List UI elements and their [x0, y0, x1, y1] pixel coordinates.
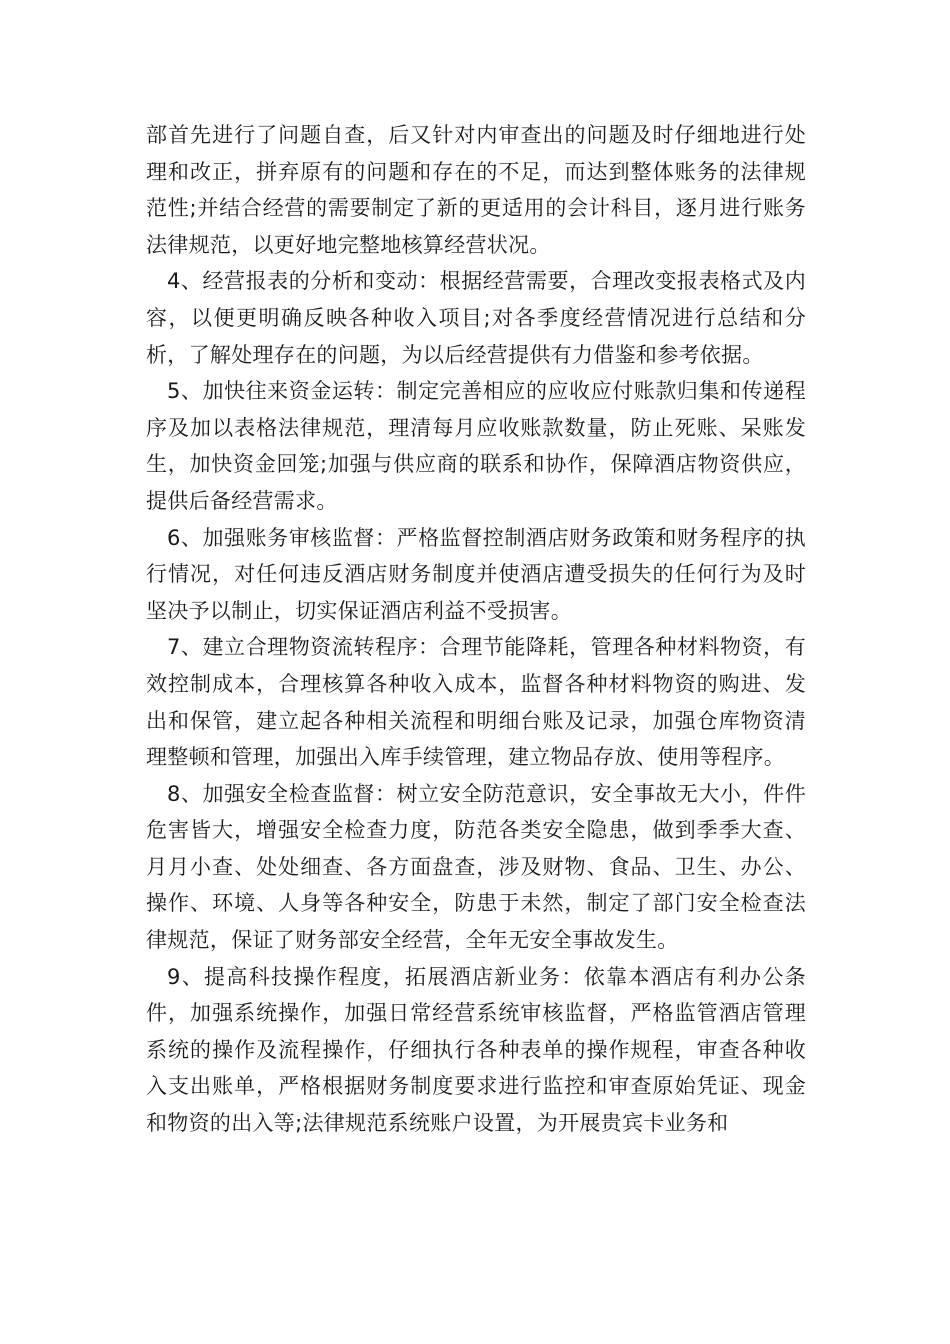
- paragraph-item-6: 6、加强账务审核监督：严格监督控制酒店财务政策和财务程序的执行情况，对任何违反酒店财务制度并使酒店遭受损失的任何行为及时坚决予以制止，切实保证酒店利益不受损害。: [146, 525, 806, 623]
- paragraph-item-5: 5、加快往来资金运转：制定完善相应的应收应付账款归集和传递程序及加以表格法律规范，理清每月应收账款数量，防止死账、呆账发生，加快资金回笼;加强与供应商的联系和协作，保障酒店物资供应，提供后备经营需求。: [146, 379, 806, 513]
- paragraph-item-9: 9、提高科技操作程度，拓展酒店新业务：依靠本酒店有利办公条件，加强系统操作，加强日常经营系统审核监督，严格监管酒店管理系统的操作及流程操作，仔细执行各种表单的操作规程，审查各种收入支出账单，严格根据财务制度要求进行监控和审查原始凭证、现金和物资的出入等;法律规范系统账户设置，为开展贵宾卡业务和: [146, 964, 806, 1136]
- paragraph-item-8: 8、加强安全检查监督：树立安全防范意识，安全事故无大小，件件危害皆大，增强安全检查力度，防范各类安全隐患，做到季季大查、月月小查、处处细查、各方面盘查，涉及财物、食品、卫生、办公、操作、环境、人身等各种安全，防患于未然，制定了部门安全检查法律规范，保证了财务部安全经营，全年无安全事故发生。: [146, 781, 806, 953]
- paragraph-item-7: 7、建立合理物资流转程序：合理节能降耗，管理各种材料物资，有效控制成本，合理核算各种收入成本，监督各种材料物资的购进、发出和保管，建立起各种相关流程和明细台账及记录，加强仓库物资清理整顿和管理，加强出入库手续管理，建立物品存放、使用等程序。: [146, 635, 806, 770]
- paragraph-continued: 部首先进行了问题自查，后又针对内审查出的问题及时仔细地进行处理和改正，拼弃原有的问题和存在的不足，而达到整体账务的法律规范性;并结合经营的需要制定了新的更适用的会计科目，逐月进行账务法律规范，以更好地完整地核算经营状况。: [146, 123, 806, 257]
- paragraph-item-4: 4、经营报表的分析和变动：根据经营需要，合理改变报表格式及内容，以便更明确反映各种收入项目;对各季度经营情况进行总结和分析，了解处理存在的问题，为以后经营提供有力借鉴和参考依据。: [146, 269, 806, 367]
- document-body: [146, 117, 806, 1142]
